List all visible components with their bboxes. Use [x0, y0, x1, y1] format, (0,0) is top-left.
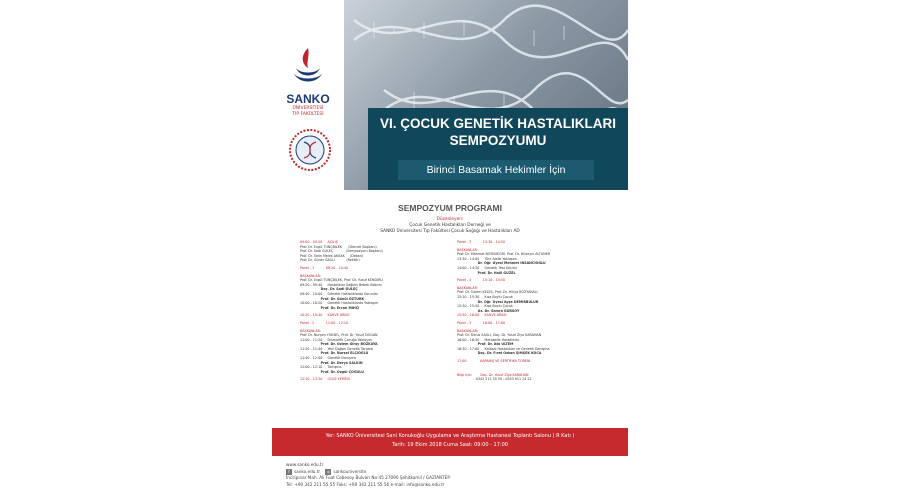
instagram-icon[interactable]: ◎ [326, 468, 331, 474]
program-row: BAŞKANLAR: [300, 328, 321, 333]
program-row: Prof. Dr. Deniz SAĞLI, Doç. Dr. Yusuf Ziya KARAHAN [457, 333, 542, 338]
program-row: Prof. Dr. Ergül TUNÇBİLEK, Prof. Dr. Yusuf KENDİRLİ [300, 278, 384, 283]
banner-title-line1: VI. ÇOCUK GENETİK HASTALIKLARI [380, 116, 616, 131]
program-left-column [300, 240, 450, 382]
program-row: Uz. Dr. Semra GÜRSOY [457, 308, 520, 313]
program-row: Panel - 1 09:20 - 10:40 [300, 265, 349, 270]
program-row: 0342 211 55 55 - 0533 911 24 22 [457, 377, 532, 382]
program-row: 13:30 - 14:00 Türk Alelik Yaklaşım [457, 256, 517, 261]
program-row: Dr. Öğr. Üyesi Mehmet İNSANCIOĞLU [457, 261, 546, 266]
facebook-icon[interactable]: f [286, 469, 292, 475]
program-row: Prof. Dr. Ergül TUNÇBİLEK (Dernek Başkanı) [300, 244, 377, 249]
program-row: Prof. Dr. Derya SALKIN [300, 360, 363, 365]
program-row: Prof. Dr. Halil GÜZEL [457, 270, 516, 275]
program-row: Prof. Dr. Güner SAĞLI (Rektör) [300, 258, 360, 263]
venue-location: Yer: SANKO Üniversitesi Sani Konukoğlu Uygulama ve Araştırma Hastanesi Toplantı Salonu ( R Katı ) [325, 433, 575, 439]
organizers-label: Düzenleyen: [436, 217, 464, 222]
title-banner [368, 108, 628, 190]
program-row: BAŞKANLAR: [457, 247, 478, 252]
footer-website[interactable]: www.sanko.edu.tr [286, 462, 324, 467]
program-row: Prof. Dr. Nurşen YÜKSEL, Prof. Dr. Yusuf DOĞAN [300, 333, 378, 338]
poster-sidebar [272, 0, 344, 190]
program-row: Dr. Öğr. Üyesi Ayşe DEMİRBULUR [457, 299, 539, 304]
program-row: Prof. Dr. Mehmet BOYNUEĞRİ, Prof. Dr. Hüseyin ALTUNER [457, 252, 551, 257]
organizers-line2: SANKO Üniversitesi Tıp Fakültesi Çocuk Sağlığı ve Hastalıkları AD [380, 229, 520, 234]
association-seal-icon [288, 128, 332, 172]
program-row: 15:10 - 15:30 Kısa Boylu Çocuk [457, 294, 513, 299]
program-row: 09:00 - 09:20 AÇILIŞ [300, 240, 338, 244]
program-row: 15:50 - 16:00 KAHVE ARASI [457, 313, 507, 318]
program-row: 15:30 - 15:50 Kısa Boylu Çocuk [457, 304, 513, 309]
banner-title-line2: SEMPOZYUMU [449, 133, 547, 148]
program-row: Prof. Dr. Ata ULTEM [457, 342, 514, 347]
program-row: 09:40 - 10:00 Genetik Hastalıklarda Sorunlar [300, 291, 378, 296]
symposium-poster [272, 0, 628, 500]
program-row: Prof. Dr. Gönül ÖZTÜRK [300, 296, 365, 301]
program-row: 09:20 - 09:40 Hastalıklar Sağlıklı Bebek Bakımı [300, 282, 382, 287]
program-row: Doç. Dr. Fırat Özkan ŞİMŞEK KOCA [457, 351, 542, 356]
program-row: Bilgi İçin: Doç. Dr. Yusuf Ziya KARAHAN [457, 372, 529, 377]
program-row: Prof. Dr. Nursel ELÇİOĞLU [300, 351, 369, 356]
program-row: 10:20 - 10:40 KAHVE ARASI [300, 313, 350, 318]
program-right-column [457, 240, 607, 382]
organizers [272, 217, 628, 235]
logo-subtitle-1: ÜNİVERSİTESİ [292, 106, 324, 111]
sanko-logo [286, 46, 330, 118]
program-row: Panel - 2 11:00 - 12:10 [300, 320, 349, 325]
organizers-line1: Çocuk Genetik Hastalıkları Derneği ve [409, 223, 491, 228]
program-row: Panel - 4 15:10 - 15:50 [457, 278, 506, 283]
program-title: SEMPOZYUM PROGRAMI [398, 203, 502, 213]
footer-instagram[interactable]: sankouniversite [333, 468, 367, 474]
footer-address-2: Tel: +90 342 211 55 55 Faks: +90 342 211 55 56 e-mail: info@sanko.edu.tr [286, 481, 445, 487]
program-row: Panel - 3 13:30 - 14:50 [457, 240, 506, 244]
program-row: Prof. Dr. Sadi GÜLEÇ (Sempozyum Başkanı) [300, 249, 383, 254]
program-row: Prof. Dr. Ercan MIHÇI [300, 305, 360, 310]
program-row: BAŞKANLAR: [300, 273, 321, 278]
program-row: 17:00 KAPANIŞ VE SERTİFİKA TÖRENİ [457, 359, 531, 364]
poster-footer [286, 462, 616, 488]
program-row: 16:00 - 16:30 Metabolik Hastalıklar [457, 337, 520, 342]
footer-address-1: İncilipınar Mah. Ali Fuat Cebesoy Bulvarı No:45 27090 Şehitkamil / GAZİANTEP [286, 475, 450, 480]
footer-facebook[interactable]: sanko.edu.tr [294, 468, 321, 474]
venue-date: Tarih: 19 Ekim 2018 Cuma Saat: 09:00 - 17:00 [392, 442, 508, 448]
program-row: 12:00 - 12:10 Tartışma [300, 365, 342, 370]
program-row: 11:20 - 11:40 Yeni Doğan Genetik Tarama [300, 346, 373, 351]
program-row: Prof. Dr. Selin Melek AKKAK (Dekan) [300, 253, 364, 258]
logo-subtitle-2: TIP FAKÜLTESİ [292, 112, 324, 117]
logo-name: SANKO [286, 92, 330, 106]
venue-bar [272, 428, 628, 456]
banner-subtitle: Birinci Basamak Hekimler İçin [398, 160, 594, 180]
program-row: 10:00 - 10:20 Genetik Hastalıklarda Yaklaşım [300, 301, 379, 306]
program-row: 14:00 - 14:20 Genetik Test Seçimi [457, 265, 517, 270]
program-row: BAŞKANLAR: [457, 328, 478, 333]
program-row: 16:30 - 17:00 Kalıtsal Hastalıklar ve Genetik Danışma [457, 346, 550, 351]
program-row: Prof. Dr. Özlem KELEŞ, Prof. Dr. Hülya BOZYAKALI [457, 290, 538, 295]
program-row: BAŞKANLAR: [457, 285, 478, 290]
program-row: 11:40 - 12:00 Genetik Danışma [300, 356, 356, 361]
program-row: Prof. Dr. Özlem Giray BOZKAYA [300, 342, 378, 347]
program-row: 11:00 - 11:20 Dismorfik Çocuğa Yaklaşım [300, 337, 372, 342]
sanko-flame-icon [286, 46, 330, 86]
program-row: Panel - 5 16:00 - 17:00 [457, 320, 506, 325]
program-row: Doç. Dr. Sadi GÜLEÇ [300, 287, 358, 292]
program-row: Prof. Dr. Özgül ÇOĞULU [300, 369, 364, 374]
program-row: 12:10 - 13:30 ÖĞLE YEMEĞİ [300, 377, 351, 382]
